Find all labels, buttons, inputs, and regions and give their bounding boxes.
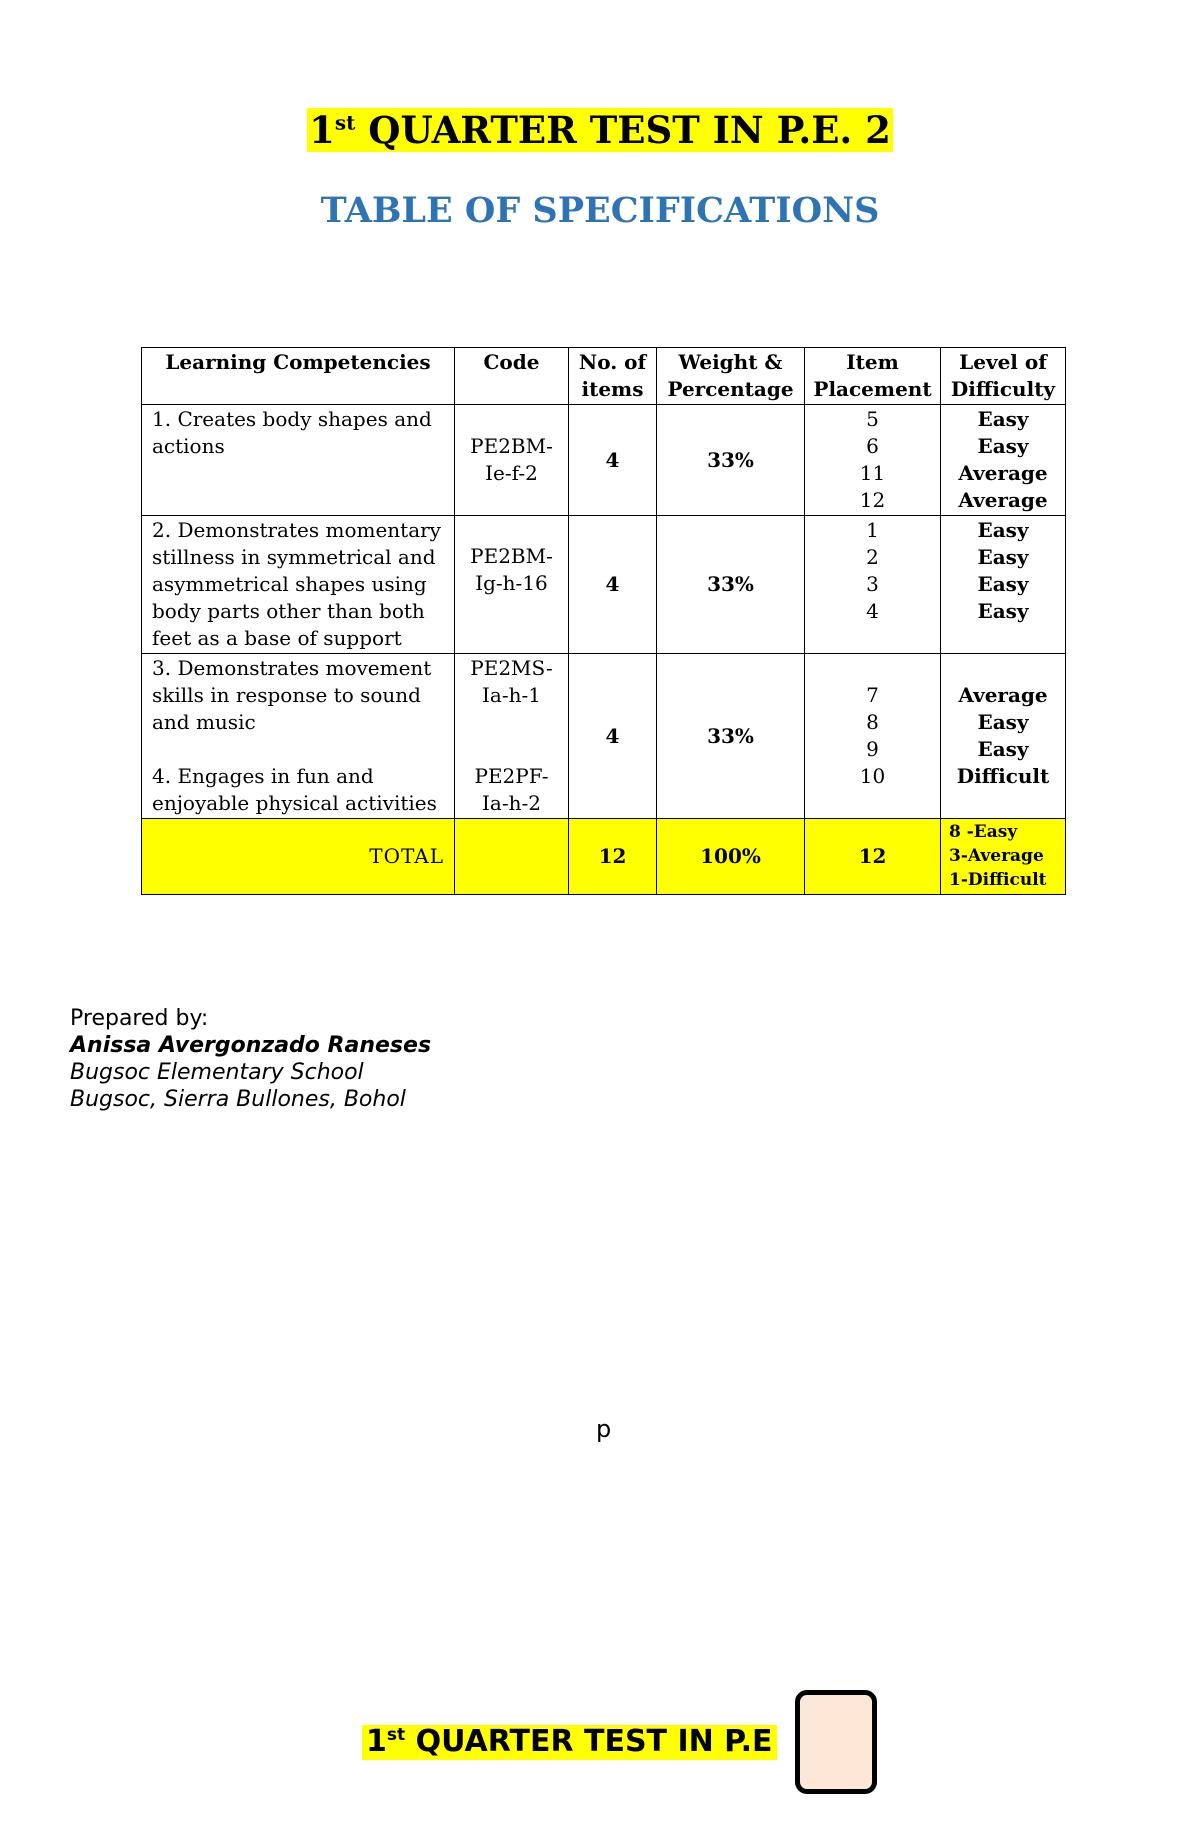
header-difficulty-line1: Level of [959,350,1047,374]
total-label: TOTAL [142,819,455,895]
total-placement: 12 [805,819,941,895]
placement-value: 11 [859,461,886,485]
code-cell [455,405,569,516]
placement-value: 1 [866,518,879,542]
placement-value: 4 [866,599,879,623]
total-code-cell [455,819,569,895]
header-items-line2: items [581,377,644,401]
difficulty-value: Easy [977,407,1029,431]
total-difficulty-value: 8 -Easy [949,822,1018,842]
header-code: Code [455,348,569,405]
placement-value: 5 [866,407,879,431]
table-row [142,405,1066,516]
code-line2: Ia-h-2 [482,791,541,815]
code-line1: PE2PF- [474,764,549,788]
weight-cell: 33% [657,654,805,819]
items-cell: 4 [569,405,657,516]
placement-cell [805,654,941,819]
placement-cell [805,405,941,516]
difficulty-value: Easy [977,737,1029,761]
school-address: Bugsoc, Sierra Bullones, Bohol [70,1087,406,1112]
page-marker: p [596,1415,612,1443]
header-items [569,348,657,405]
code-line1: PE2BM- [470,434,553,458]
school-name: Bugsoc Elementary School [70,1060,364,1085]
preparer-name: Anissa Avergonzado Raneses [70,1033,432,1058]
code-line2: Ie-f-2 [485,461,538,485]
header-difficulty-line2: Difficulty [950,377,1056,401]
code-cell [455,516,569,654]
difficulty-cell [941,654,1066,819]
next-page-title [362,1725,777,1760]
competency-cell: 1. Creates body shapes and actions [142,405,455,516]
total-difficulty [941,819,1066,895]
title-superscript: st [334,110,356,135]
competency-cell: 2. Demonstrates momentary stillness in symmetrical and asymmetrical shapes using body parts other than both feet as a base of support [142,516,455,654]
items-cell: 4 [569,654,657,819]
title-number: 1 [366,1724,387,1759]
code-line2: Ig-h-16 [475,571,548,595]
difficulty-value: Average [958,683,1048,707]
header-difficulty [941,348,1066,405]
code-line1: PE2BM- [470,544,553,568]
table-header-row [142,348,1066,405]
difficulty-value: Easy [977,434,1029,458]
placement-value: 7 [866,683,879,707]
title-text: QUARTER TEST IN P.E. 2 [355,108,891,152]
header-competencies: Learning Competencies [142,348,455,405]
difficulty-value: Easy [977,710,1029,734]
difficulty-value: Easy [977,545,1029,569]
difficulty-value: Easy [977,599,1029,623]
difficulty-cell [941,516,1066,654]
code-line1: PE2MS- [470,656,553,680]
placement-cell [805,516,941,654]
competency-text: 4. Engages in fun and enjoyable physical activities [152,764,437,815]
competency-text: 3. Demonstrates movement skills in response to sound and music [152,656,432,734]
overlay-box[interactable] [795,1690,877,1794]
code-line2: Ia-h-1 [482,683,541,707]
competency-cell [142,654,455,819]
total-items: 12 [569,819,657,895]
difficulty-value: Difficult [956,764,1050,788]
placement-value: 10 [859,764,886,788]
table-row [142,516,1066,654]
total-difficulty-value: 1-Difficult [949,870,1047,890]
weight-cell: 33% [657,516,805,654]
title-number: 1 [309,108,335,152]
table-row [142,654,1066,819]
total-difficulty-value: 3-Average [949,846,1044,866]
title-text: QUARTER TEST IN P.E [405,1724,773,1759]
placement-value: 8 [866,710,879,734]
placement-value: 6 [866,434,879,458]
weight-cell: 33% [657,405,805,516]
placement-value: 12 [859,488,886,512]
title-superscript: st [386,1725,406,1745]
placement-value: 9 [866,737,879,761]
difficulty-value: Easy [977,518,1029,542]
page-title [0,110,1200,151]
total-row [142,819,1066,895]
prepared-by-label: Prepared by: [70,1006,209,1031]
total-weight: 100% [657,819,805,895]
page-subtitle: TABLE OF SPECIFICATIONS [320,190,880,231]
difficulty-value: Average [958,461,1048,485]
header-items-line1: No. of [578,350,647,374]
items-cell: 4 [569,516,657,654]
header-placement [805,348,941,405]
header-weight [657,348,805,405]
prepared-by-block [70,1005,431,1113]
difficulty-value: Easy [977,572,1029,596]
header-placement-line1: Item [846,350,899,374]
difficulty-cell [941,405,1066,516]
code-cell [455,654,569,819]
header-weight-line1: Weight & [678,350,783,374]
placement-value: 3 [866,572,879,596]
header-weight-line2: Percentage [667,377,794,401]
placement-value: 2 [866,545,879,569]
difficulty-value: Average [958,488,1048,512]
specifications-table [141,347,1066,895]
header-placement-line2: Placement [813,377,932,401]
